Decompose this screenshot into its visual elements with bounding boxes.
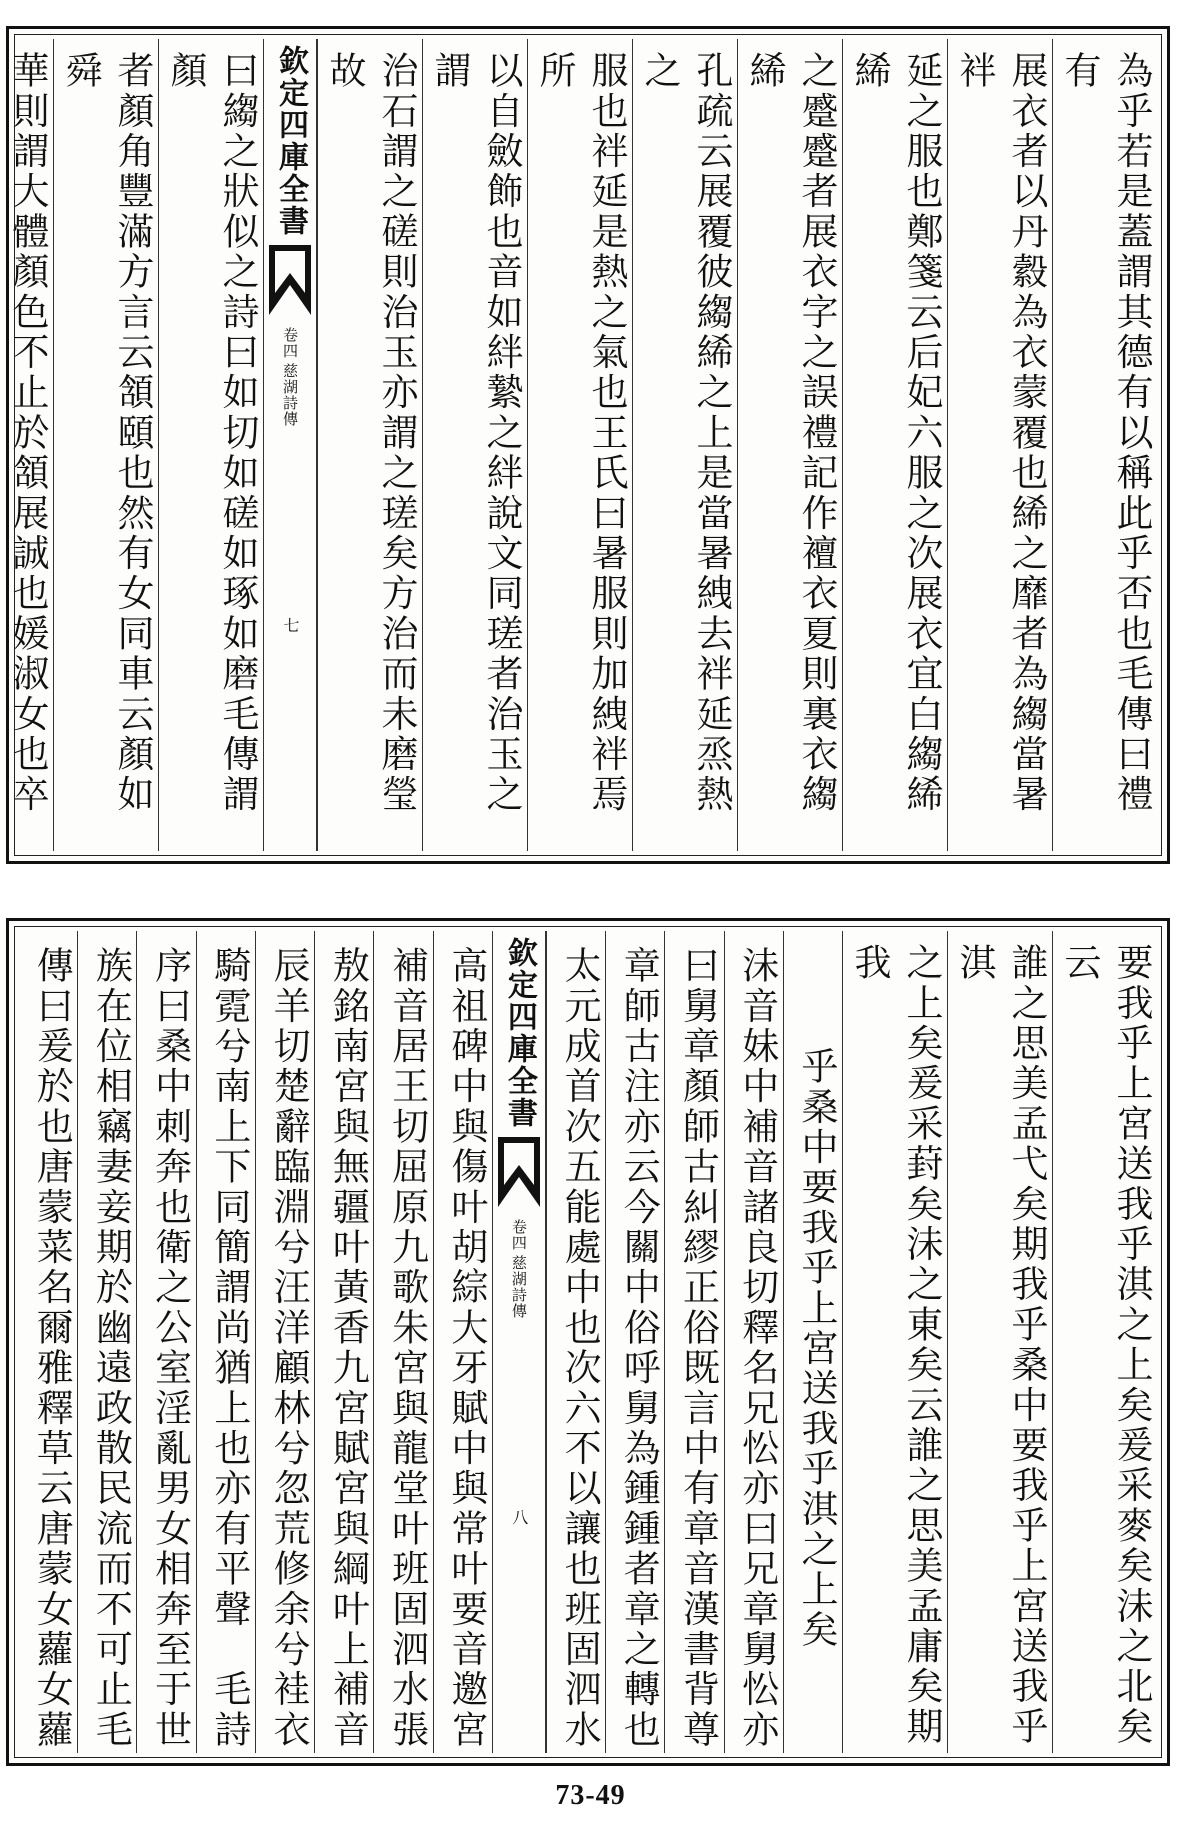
text-column: 章師古注亦云今關中俗呼舅為鍾鍾者章之轉也	[605, 931, 664, 1753]
text-column: 序曰桑中刺奔也衛之公室淫亂男女相奔至于世	[136, 931, 195, 1753]
text-column: 沬音妹中補音諸良切釋名兄忪亦曰兄章舅忪亦	[724, 931, 783, 1753]
text-column: 者顏角豐滿方言云頷頤也然有女同車云顏如舜	[53, 39, 158, 851]
margin-book-info	[511, 1219, 527, 1319]
margin-title: 欽定四庫全書	[273, 45, 308, 237]
margin-volume: 卷四	[281, 327, 299, 359]
text-column: 傳曰爰於也唐蒙菜名爾雅釋草云唐蒙女蘿女蘿	[30, 946, 74, 1750]
folio-number: 八	[509, 1509, 529, 1527]
folio-number: 七	[281, 617, 300, 635]
text-column: 以自斂飾也音如絆縶之絆說文同瑳者治玉之謂	[422, 39, 527, 851]
margin-book-title: 慈湖詩傳	[509, 1255, 528, 1319]
fish-tail-icon	[269, 245, 311, 315]
center-margin	[492, 931, 546, 1753]
top-columns	[6, 39, 1157, 851]
margin-book-info	[282, 327, 298, 427]
top-page-half	[6, 26, 1170, 864]
margin-volume: 卷四	[509, 1219, 528, 1251]
text-column: 騎霓兮南上下同簡謂尚猶上也亦有平聲 毛詩	[196, 931, 255, 1753]
text-column: 乎桑中要我乎上宮送我乎淇之上矣	[783, 931, 842, 1753]
text-column: 誰之思美孟弋矣期我乎桑中要我乎上宮送我乎淇	[947, 931, 1052, 1753]
fish-tail-icon	[498, 1137, 540, 1207]
bottom-columns	[19, 931, 1157, 1753]
text-column: 辰羊切楚辭臨淵兮汪洋顧林兮忽荒修余兮袿衣	[255, 931, 314, 1753]
text-column: 敖銘南宮與無疆叶黃香九宮賦宮與綱叶上補音	[314, 931, 373, 1753]
text-column: 要我乎上宮送我乎淇之上矣爰采麥矣沬之北矣云	[1052, 931, 1157, 1753]
text-column: 曰縐之狀似之詩曰如切如磋如琢如磨毛傳謂顏	[158, 39, 263, 851]
text-column: 之蹙蹙者展衣字之誤禮記作襢衣夏則裏衣縐絺	[737, 39, 842, 851]
bottom-page-half	[6, 918, 1170, 1766]
text-column: 展衣者以丹縠為衣蒙覆也絺之靡者為縐當暑袢	[947, 39, 1052, 851]
text-column: 服也袢延是熱之氣也王氏曰暑服則加絏袢焉所	[527, 39, 632, 851]
text-column: 延之服也鄭箋云后妃六服之次展衣宜白縐絺絺	[842, 39, 947, 851]
center-margin	[263, 39, 317, 851]
text-column: 為乎若是蓋謂其德有以稱此乎否也毛傳曰禮有	[1052, 39, 1157, 851]
text-column: 太元成首次五能處中也次六不以讓也班固泗水	[546, 931, 605, 1753]
text-column: 孔疏云展覆彼縐絺之上是當暑絏去袢延烝熱之	[632, 39, 737, 851]
text-column: 華則謂大體顏色不止於頷展誠也媛淑女也卒	[0, 39, 53, 851]
page-number: 73-49	[555, 1780, 626, 1811]
margin-book-title: 慈湖詩傳	[281, 363, 299, 427]
text-column: 治石謂之磋則治玉亦謂之瑳矣方治而未磨瑩故	[317, 39, 422, 851]
text-column: 曰舅章顏師古糾繆正俗既言中有章音漢書背尊	[664, 931, 723, 1753]
text-column: 之上矣爰采葑矣沬之東矣云誰之思美孟庸矣期我	[842, 931, 947, 1753]
text-column: 高祖碑中與傷叶胡綜大牙賦中與常叶要音邀宮	[433, 931, 492, 1753]
text-column: 補音居王切屈原九歌朱宮與龍堂叶班固泗水張	[373, 931, 432, 1753]
margin-title: 欽定四庫全書	[501, 937, 537, 1129]
text-column: 族在位相竊妻妾期於幽遠政散民流而不可止毛	[77, 931, 136, 1753]
